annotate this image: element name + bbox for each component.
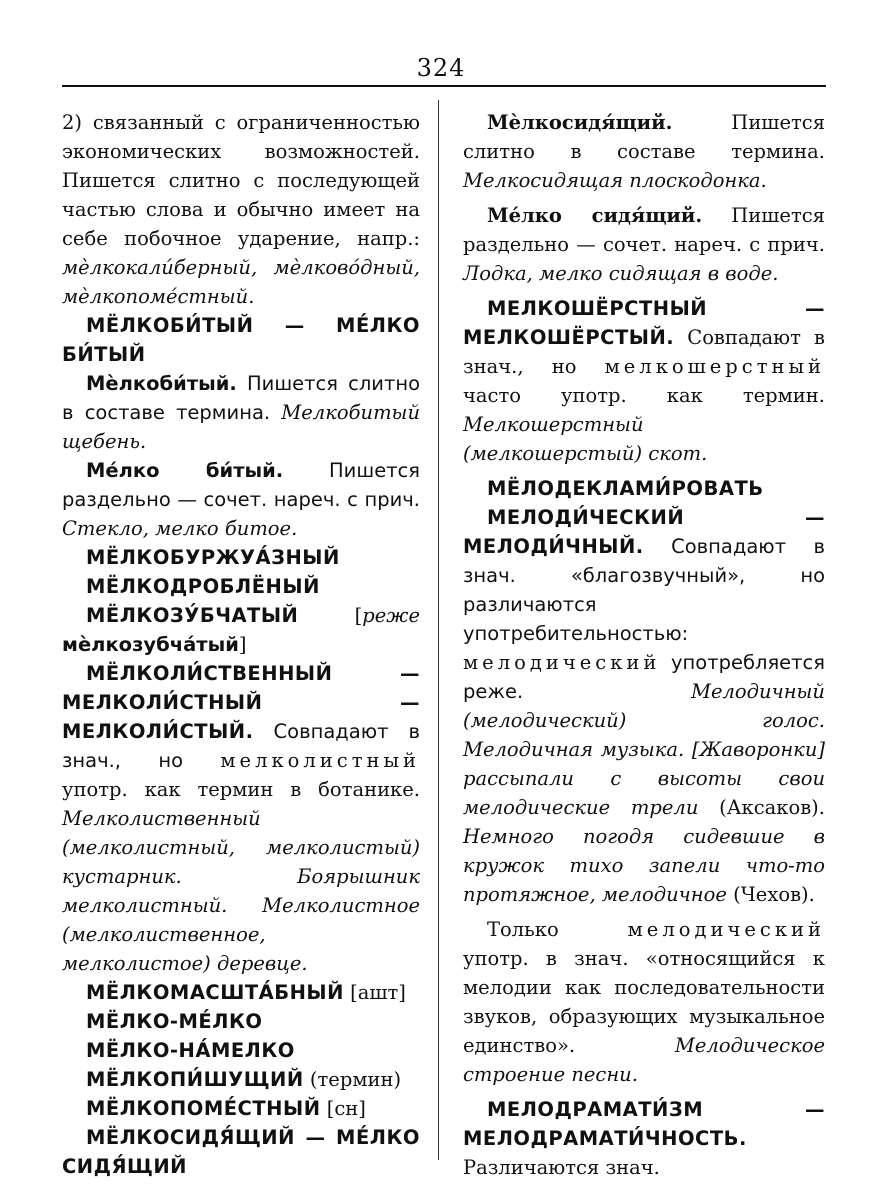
entry-heading [62, 543, 420, 572]
entry-heading [62, 1123, 420, 1181]
text-run: мѐлкозубча́тый [62, 633, 239, 656]
headword: МЁЛКОПИ́ШУЩИЙ [86, 1068, 304, 1091]
text-run: Мелкошерстный (мелкошерстый) скот. [463, 413, 708, 465]
text-run: употр. как термин в ботанике. [62, 778, 420, 801]
entry-heading [62, 1065, 420, 1094]
text-run: употребляется реже. [463, 651, 825, 703]
entry-heading [62, 1094, 420, 1123]
text-run: (Аксаков). [698, 796, 825, 819]
entry-paragraph [463, 108, 825, 195]
text-run: мелодический [627, 918, 825, 941]
text-run: Ме́лко сидя́щий. [487, 204, 703, 227]
headword: МЁЛКОЛИ́СТВЕННЫЙ — МЕЛКОЛИ́СТНЫЙ — МЕЛКОЛИ́СТЫЙ. [62, 662, 420, 743]
column-divider [438, 100, 439, 1160]
entry-heading [62, 311, 420, 369]
headword: МЁЛКОДРОБЛЁНЫЙ [86, 575, 320, 598]
text-run: Мѐлкосидя́щий. [487, 111, 673, 134]
entry-paragraph [62, 108, 420, 311]
entry-heading [463, 474, 825, 503]
entry-paragraph [463, 294, 825, 468]
text-run: Пишется раздельно — сочет. нареч. с прич. [62, 459, 420, 511]
text-run: мелколистный [220, 749, 420, 772]
entry-paragraph [62, 456, 420, 543]
text-run: [ [298, 604, 363, 627]
left-column [62, 108, 420, 1181]
text-run: Лодка, мелко сидящая в воде. [463, 262, 779, 285]
entry-paragraph [62, 659, 420, 978]
headword: МЁЛКОЗУ́БЧАТЫЙ [86, 604, 299, 627]
text-run: реже [362, 604, 420, 627]
text-run: мелкошерстный [604, 355, 825, 378]
entry-heading [62, 978, 420, 1007]
text-run: Мелодическое строение песни. [463, 1034, 825, 1086]
text-run: Совпадают в знач. «благозвучный», но различаются употребительностью: [463, 535, 825, 645]
headword: МЁЛКОБИ́ТЫЙ — МЕ́ЛКО БИ́ТЫЙ [62, 314, 420, 366]
text-run: Только [487, 918, 628, 941]
entry-paragraph [62, 369, 420, 456]
right-column [463, 108, 825, 1182]
text-run: Мелколиственный (мелколистный, мелколистый) кустарник. Боярышник мелколистный. Мелколистное (мелколиственное, мелколистое) деревце. [62, 807, 420, 975]
text-run: Пишется слитно в составе термина. [62, 372, 420, 424]
entry-heading [62, 1036, 420, 1065]
text-run: Совпадают в знач., но [62, 720, 420, 772]
text-run: Мелкобитый щебень. [62, 401, 420, 453]
text-run: часто употр. как термин. [463, 384, 825, 407]
headword: МЁЛКОБУРЖУА́ЗНЫЙ [86, 546, 340, 569]
headword: МЕЛКОШЁРСТНЫЙ — МЕЛКОШЁРСТЫЙ. [463, 297, 825, 349]
text-run: ] [238, 633, 247, 656]
text-run: употр. в знач. «относящийся к мелодии как последовательности звуков, образующих музыкальное единство». [463, 947, 825, 1057]
headword: МЁЛКОСИДЯ́ЩИЙ — МЕ́ЛКО СИДЯ́ЩИЙ [62, 1126, 420, 1178]
text-run: мѐлкокали́берный, мѐлково́дный, мѐлкопоме́стный. [62, 256, 420, 308]
entry-paragraph [463, 915, 825, 1089]
headword: МЕЛОДИ́ЧЕСКИЙ — МЕЛОДИ́ЧНЫЙ. [463, 506, 825, 558]
entry-heading [62, 1007, 420, 1036]
entry-paragraph [463, 201, 825, 288]
text-run: Стекло, мелко битое. [62, 517, 298, 540]
text-run: Немного погодя сидевшие в кружок тихо запели что-то протяжное, мелодичное [463, 825, 825, 906]
text-run: Ме́лко би́тый. [86, 459, 284, 482]
text-run: Пишется раздельно — сочет. нареч. с прич. [463, 204, 825, 256]
text-run: Различаются знач. [463, 1156, 660, 1179]
text-run: [сн] [320, 1097, 366, 1120]
text-run: Пишется слитно в составе термина. [463, 111, 825, 163]
headword: МЁЛКОПОМЕ́СТНЫЙ [86, 1097, 321, 1120]
header-rule [62, 85, 826, 87]
text-run: Совпадают в знач., но [463, 326, 825, 378]
entry-heading [62, 601, 420, 659]
headword: МЁЛОДЕКЛАМИ́РОВАТЬ [487, 477, 764, 500]
text-run: мелодический [463, 651, 661, 674]
entry-paragraph [463, 1095, 825, 1182]
entry-heading [62, 572, 420, 601]
headword: МЁЛКО-НА́МЕЛКО [86, 1039, 295, 1062]
text-run: 2) связанный с ограниченностью экономических возможностей. Пишется слитно с последующей частью слова и обычно имеет на себе побочное ударение, напр.: [62, 111, 420, 250]
text-run: Мѐлкоби́тый. [86, 372, 237, 395]
text-run: [ашт] [343, 981, 406, 1004]
text-run: (Чехов). [726, 883, 815, 906]
headword: МЁЛКОМАСШТА́БНЫЙ [86, 981, 344, 1004]
headword: МЁЛКО-МЕ́ЛКО [86, 1010, 263, 1033]
headword: МЕЛОДРАМАТИ́ЗМ — МЕЛОДРАМАТИ́ЧНОСТЬ. [463, 1098, 825, 1150]
text-run: Мелодичный (мелодический) голос. Мелодичная музыка. [Жаворонки] рассыпали с высоты свои мелодические трели [463, 680, 825, 819]
entry-paragraph [463, 503, 825, 909]
text-run: (термин) [303, 1068, 402, 1091]
page-number: 324 [416, 54, 466, 82]
text-run: Мелкосидящая плоскодонка. [463, 169, 767, 192]
